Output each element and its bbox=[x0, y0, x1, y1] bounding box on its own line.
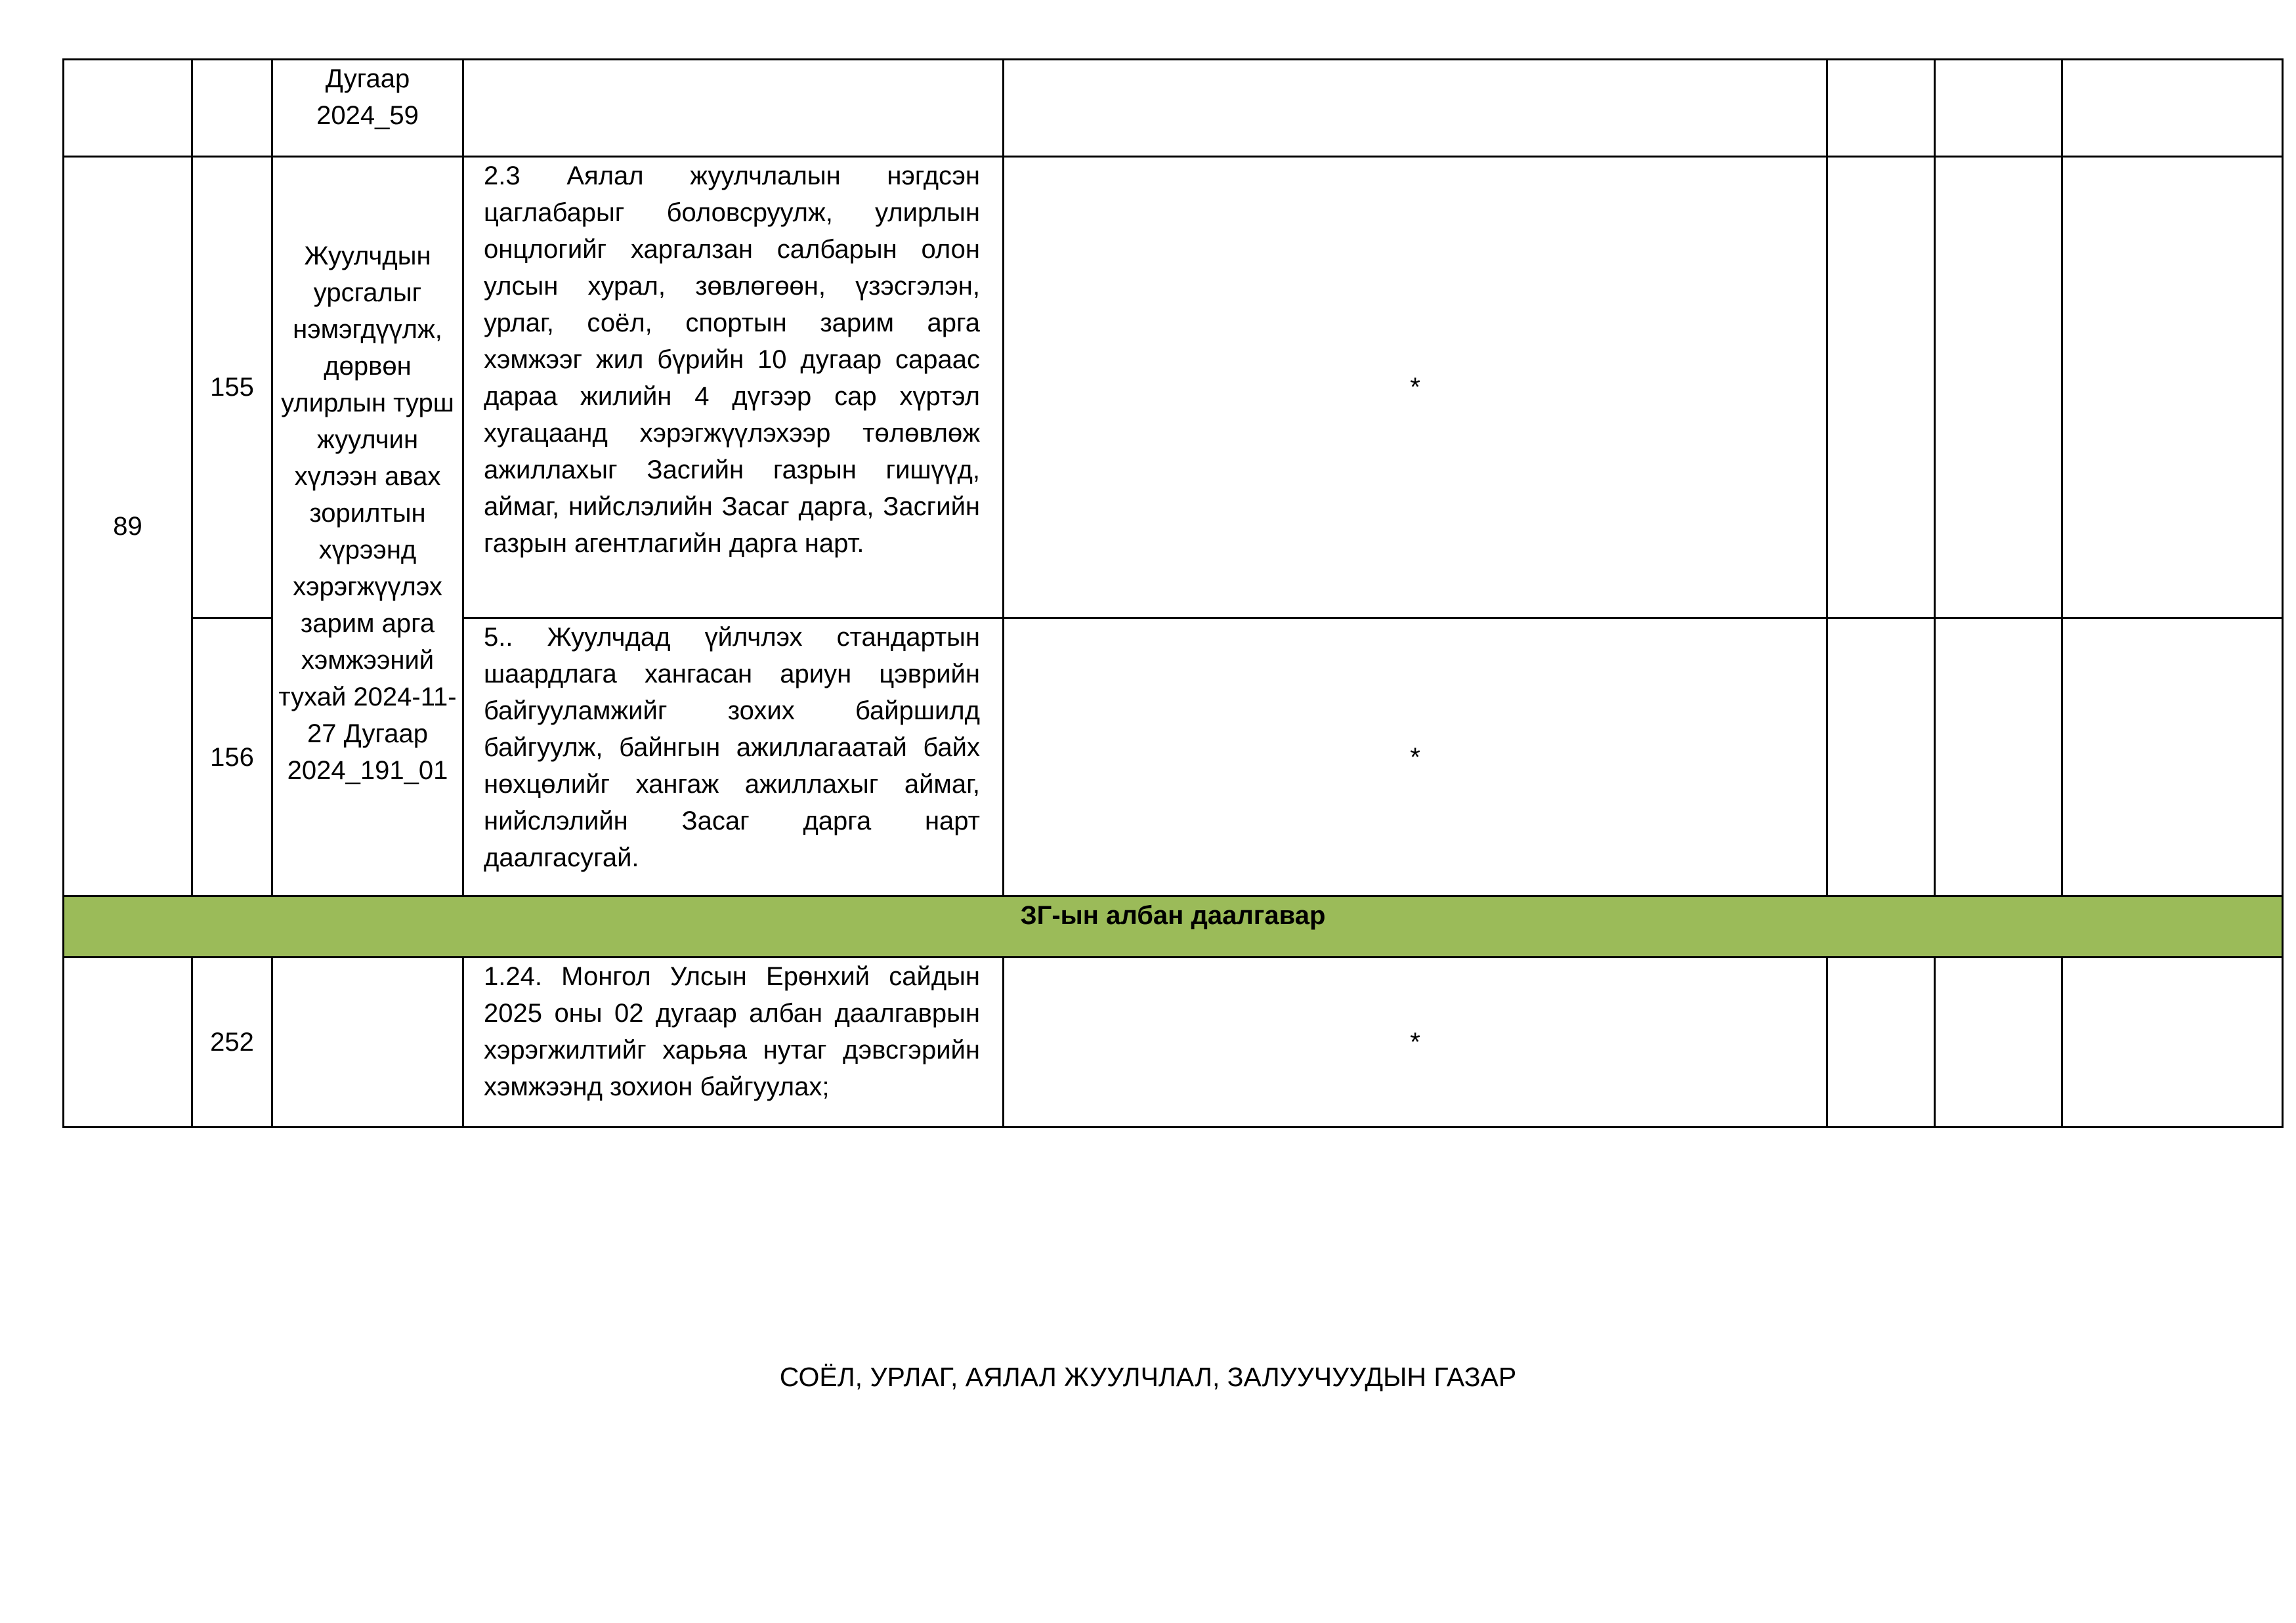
mark-cell: * bbox=[1004, 157, 1827, 618]
empty-cell bbox=[2062, 60, 2283, 157]
footer-organization: СОЁЛ, УРЛАГ, АЯЛАЛ ЖУУЛЧЛАЛ, ЗАЛУУЧУУДЫН ГАЗАР bbox=[779, 1362, 1517, 1392]
empty-cell bbox=[1935, 157, 2062, 618]
empty-cell bbox=[1935, 618, 2062, 896]
law-ref-cell bbox=[272, 60, 463, 157]
section-header-row bbox=[64, 896, 2283, 958]
empty-cell bbox=[1935, 60, 2062, 157]
law-ref-line1: Дугаар bbox=[325, 64, 410, 93]
table-row bbox=[64, 60, 2283, 157]
table-row bbox=[64, 958, 2283, 1128]
task-cell: 5.. Жуулчдад үйлчлэх стандартын шаардлага хангасан ариун цэврийн байгууламжийг зохих байршилд байгуулж, байнгын ажиллагаатай байх нөхцөлийг хангаж ажиллахыг аймаг, нийслэлийн Засаг дарга нарт даалгасугай. bbox=[463, 618, 1004, 896]
group-number-cell: 89 bbox=[64, 157, 192, 896]
law-ref-cell bbox=[272, 157, 463, 896]
empty-cell bbox=[1827, 618, 1935, 896]
number-cell: 155 bbox=[192, 157, 272, 618]
empty-cell bbox=[1827, 157, 1935, 618]
empty-cell bbox=[2062, 958, 2283, 1128]
number-cell: 252 bbox=[192, 958, 272, 1128]
empty-cell bbox=[2062, 618, 2283, 896]
group-cell bbox=[64, 958, 192, 1128]
table-row bbox=[64, 157, 2283, 618]
mark-cell bbox=[1004, 60, 1827, 157]
law-ref-text: Жуулчдын урсгалыг нэмэгдүүлж, дөрвөн улирлын турш жуулчин хүлээн авах зорилтын хүрээнд хэрэгжүүлэх зарим арга хэмжээний тухай 2024-11-27 Дугаар 2024_191_01 bbox=[278, 242, 457, 785]
task-cell: 1.24. Монгол Улсын Ерөнхий сайдын 2025 оны 02 дугаар албан даалгаврын хэрэгжилтийг харьяа нутаг дэвсгэрийн хэмжээнд зохион байгуулах; bbox=[463, 958, 1004, 1128]
empty-cell bbox=[1827, 60, 1935, 157]
task-cell bbox=[463, 60, 1004, 157]
report-table bbox=[62, 58, 2284, 1128]
empty-cell bbox=[1827, 958, 1935, 1128]
mark-cell: * bbox=[1004, 958, 1827, 1128]
group-cell bbox=[64, 60, 192, 157]
number-cell bbox=[192, 60, 272, 157]
mark-cell: * bbox=[1004, 618, 1827, 896]
number-cell: 156 bbox=[192, 618, 272, 896]
law-ref-line2: 2024_59 bbox=[316, 101, 419, 130]
law-ref-cell bbox=[272, 958, 463, 1128]
empty-cell bbox=[1935, 958, 2062, 1128]
task-cell: 2.3 Аялал жуулчлалын нэгдсэн цаглабарыг боловсруулж, улирлын онцлогийг харгалзан салбарын олон улсын хурал, зөвлөгөөн, үзэсгэлэн, урлаг, соёл, спортын зарим арга хэмжээг жил бүрийн 10 дугаар сараас дараа жилийн 4 дүгээр сар хүртэл хугацаанд хэрэгжүүлэхээр төлөвлөж ажиллахыг Засгийн газрын гишүүд, аймаг, нийслэлийн Засаг дарга, Засгийн газрын агентлагийн дарга нарт. bbox=[463, 157, 1004, 618]
empty-cell bbox=[2062, 157, 2283, 618]
section-header: ЗГ-ын албан даалгавар bbox=[64, 896, 2283, 958]
